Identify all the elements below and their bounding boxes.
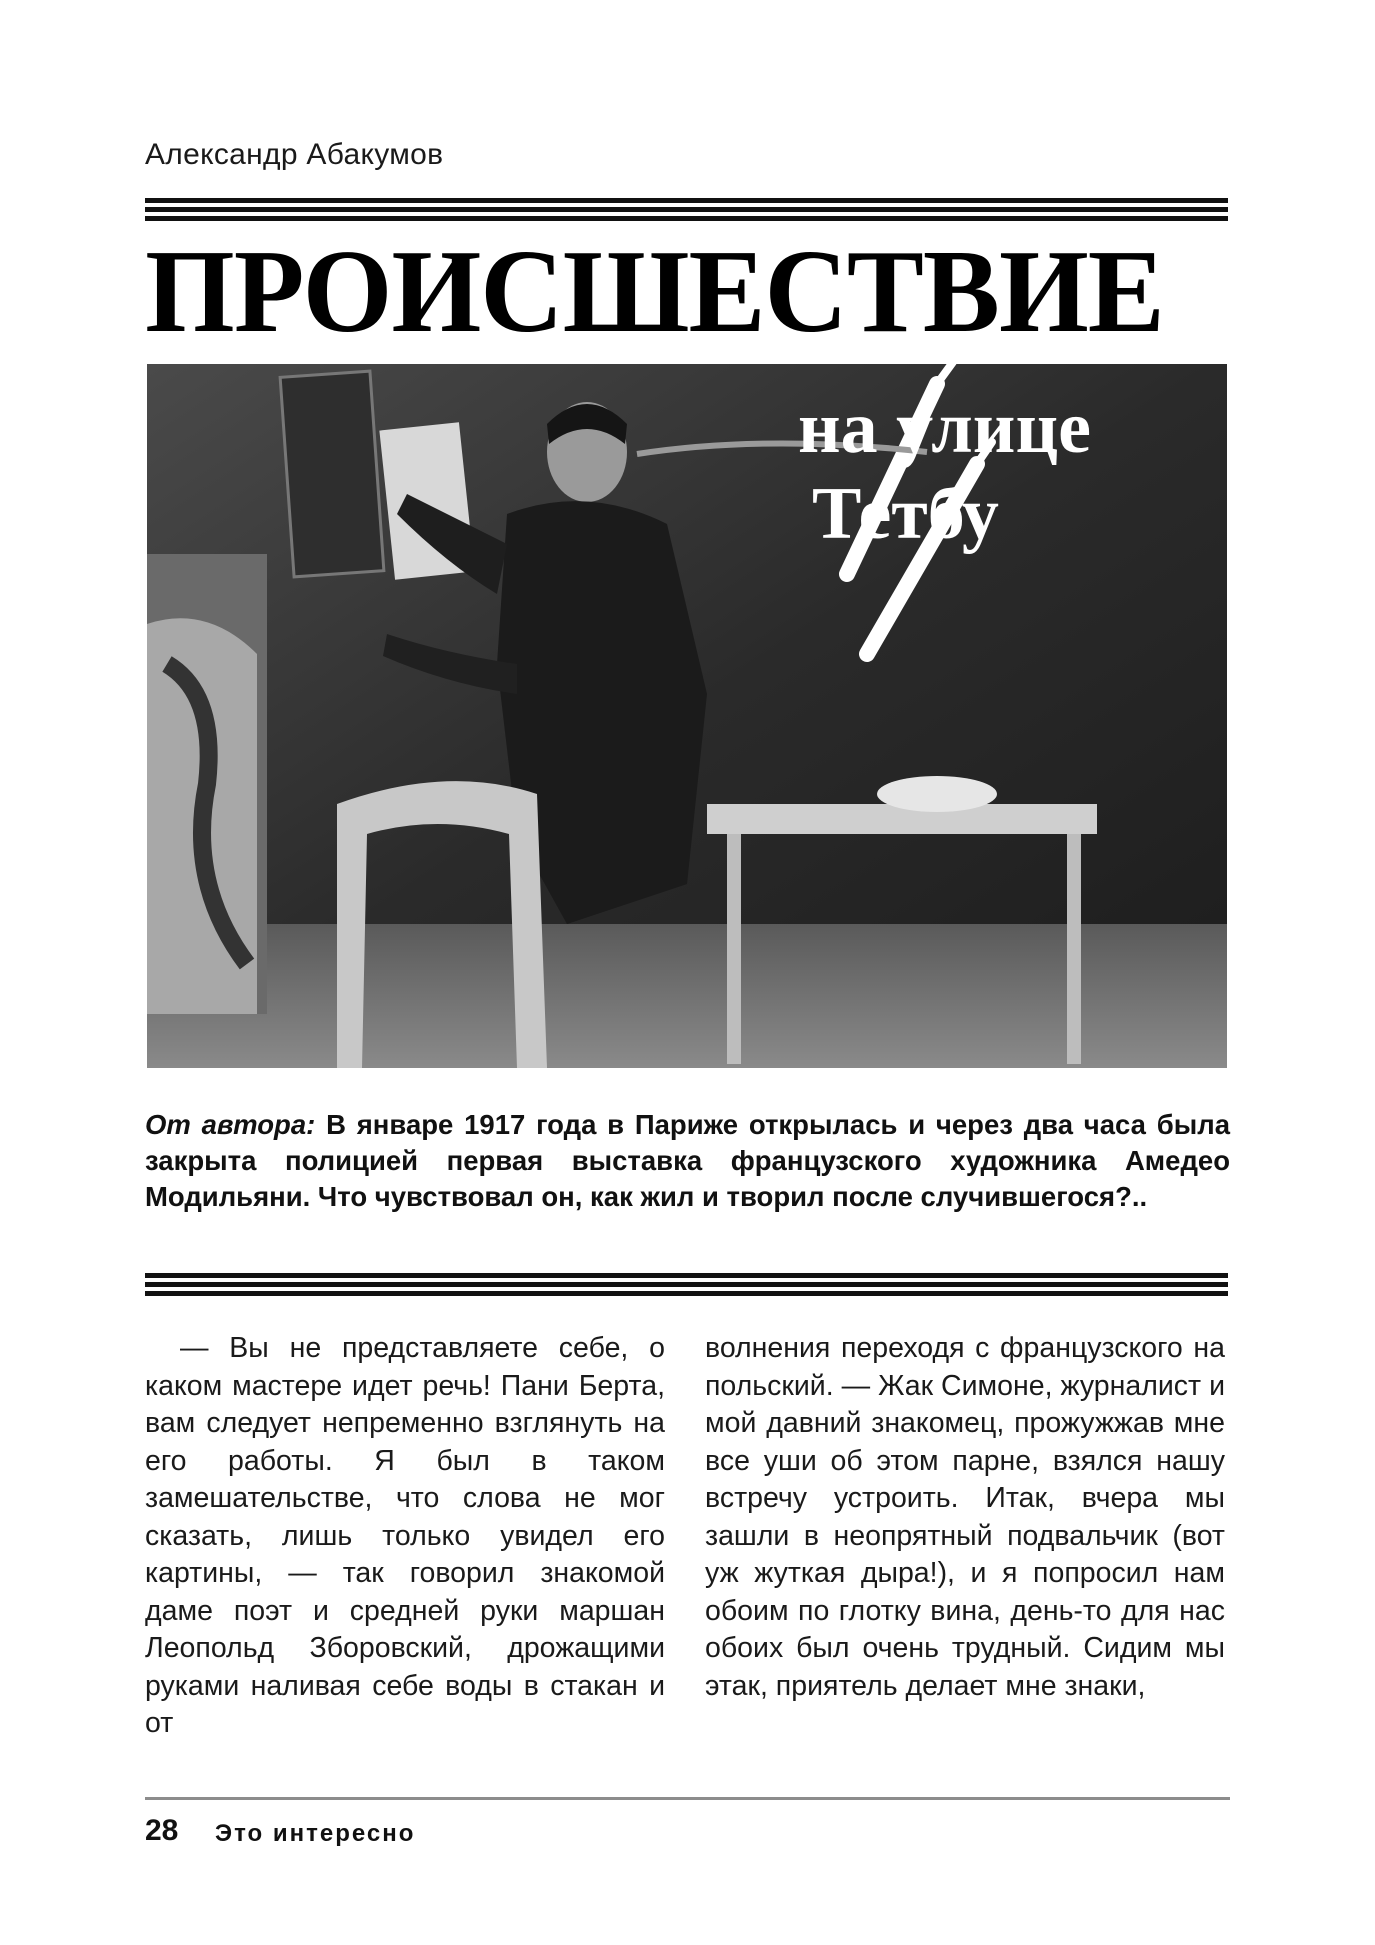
body-column-right <box>705 1330 1225 1705</box>
intro-lead: От автора: <box>145 1109 316 1140</box>
footer-rule <box>145 1797 1230 1800</box>
mid-rule-stripes <box>145 1273 1228 1300</box>
subtitle-line-1: на улице <box>798 387 1091 469</box>
section-name: Это интересно <box>215 1820 416 1847</box>
page-number: 28 <box>145 1814 179 1847</box>
subtitle <box>798 385 1091 557</box>
body-column-left <box>145 1330 665 1743</box>
author-intro <box>145 1107 1230 1215</box>
body-text-right: волнения переходя с французского на польский. — Жак Симоне, журналист и мой давний знакомец, прожужжав мне все уши об этом парне, взялся нашу встречу устроить. Итак, вчера мы зашли в неопрятный подвальчик (вот уж жуткая дыра!), и я попросил нам обоим по глотку вина, день-то для нас обоих был очень трудный. Сидим мы этак, приятель делает мне знаки, <box>705 1332 1225 1702</box>
subtitle-line-2: Тетбу <box>812 473 999 555</box>
intro-text: В январе 1917 года в Париже открылась и через два часа была закрыта полицией первая выставка французского художника Амедео Модильяни. Что чувствовал он, как жил и творил после случившегося?.. <box>145 1109 1230 1212</box>
headline: ПРОИСШЕСТВИЕ <box>145 225 1164 357</box>
wall-painting <box>280 371 384 577</box>
author-name: Александр Абакумов <box>145 138 444 171</box>
top-rule-stripes <box>145 198 1228 225</box>
studio-floor <box>147 924 1227 1068</box>
body-text-left: — Вы не представляете себе, о каком мастере идет речь! Пани Берта, вам следует непременно взглянуть на его работы. Я был в таком замешательстве, что слова не мог сказать, лишь только увидел его картины, — так говорил знакомой даме поэт и средней руки маршан Леопольд Зборовский, дрожащими руками наливая себе воды в стакан и от <box>145 1332 665 1739</box>
